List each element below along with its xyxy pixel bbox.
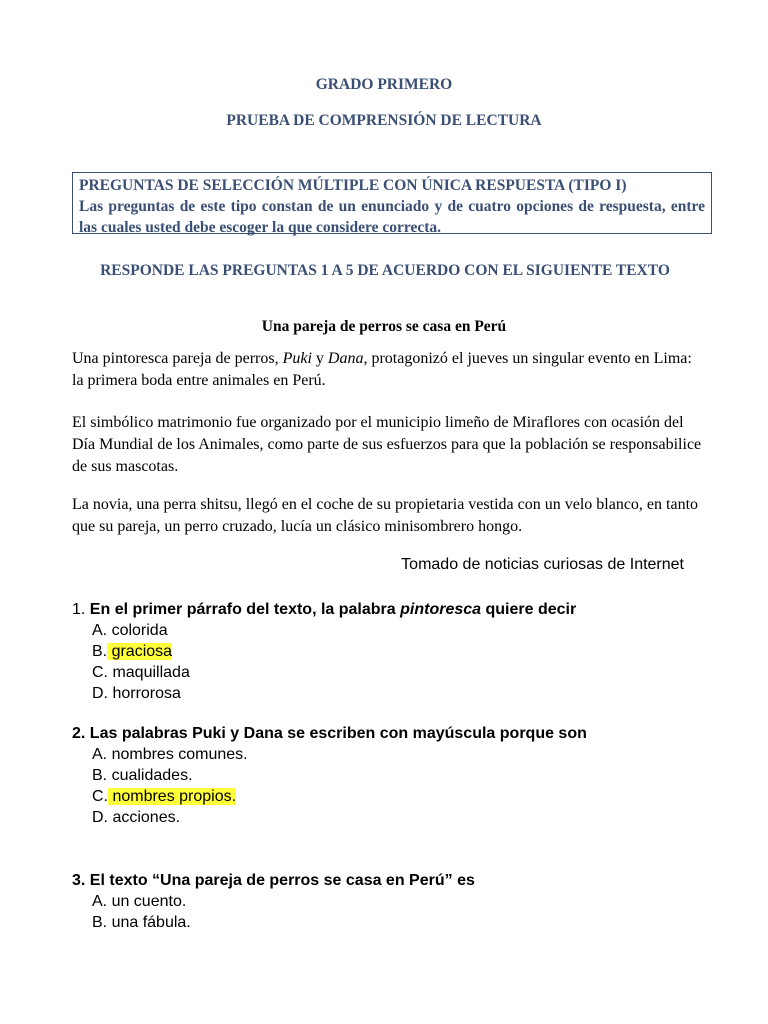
question-1-option-a[interactable] xyxy=(92,620,576,641)
question-2-options xyxy=(72,744,587,828)
question-1-stem-b: quiere decir xyxy=(481,601,577,618)
option-letter: A. xyxy=(92,622,112,639)
option-text: horrorosa xyxy=(112,685,181,702)
option-text: maquillada xyxy=(112,664,190,681)
question-2-stem-text: Las palabras Puki y Dana se escriben con mayúscula porque son xyxy=(89,725,587,742)
question-3-stem-text: El texto “Una pareja de perros se casa en Perú” es xyxy=(89,872,475,889)
option-letter: C. xyxy=(92,664,113,681)
p1-name-dana: Dana xyxy=(327,350,364,367)
option-text-highlighted: graciosa xyxy=(107,643,173,660)
question-2-number: 2. xyxy=(72,725,90,742)
question-2 xyxy=(72,723,587,828)
option-text: acciones. xyxy=(112,809,181,826)
p1-text-b: , protagonizó el jueves un singular evento en Lima: la primera boda entre animales en Perú. xyxy=(72,350,692,389)
grade-heading: GRADO PRIMERO xyxy=(315,76,453,93)
question-3-stem xyxy=(72,870,475,891)
instructions-body: Las preguntas de este tipo constan de un enunciado y de cuatro opciones de respuesta, entre las cuales usted debe escoger la que considere correcta. xyxy=(79,198,705,236)
option-text: nombres comunes. xyxy=(111,746,248,763)
option-letter: B. xyxy=(92,914,112,931)
option-text: una fábula. xyxy=(111,914,191,931)
question-3-option-b[interactable] xyxy=(92,912,475,933)
p1-name-puki: Puki xyxy=(282,350,312,367)
option-letter: D. xyxy=(92,809,113,826)
story-paragraph-3: La novia, una perra shitsu, llegó en el coche de su propietaria vestida con un velo blanco, en tanto que su pareja, un perro cruzado, lucía un clásico minisombrero hongo. xyxy=(72,496,699,535)
story-source: Tomado de noticias curiosas de Internet xyxy=(401,556,684,573)
option-text: cualidades. xyxy=(111,767,193,784)
question-1 xyxy=(72,599,576,704)
reading-instruction: RESPONDE LAS PREGUNTAS 1 A 5 DE ACUERDO CON EL SIGUIENTE TEXTO xyxy=(100,262,670,279)
question-1-option-d[interactable] xyxy=(92,683,576,704)
instructions-heading: PREGUNTAS DE SELECCIÓN MÚLTIPLE CON ÚNICA RESPUESTA (TIPO I) xyxy=(79,177,627,194)
test-title: PRUEBA DE COMPRENSIÓN DE LECTURA xyxy=(226,112,542,129)
story-paragraph-1 xyxy=(72,348,702,392)
option-letter: B. xyxy=(92,767,112,784)
question-2-option-a[interactable] xyxy=(92,744,587,765)
question-2-option-b[interactable] xyxy=(92,765,587,786)
p1-text-a: Una pintoresca pareja de perros, xyxy=(72,350,283,367)
option-letter: A. xyxy=(92,746,112,763)
option-letter: D. xyxy=(92,685,113,702)
question-1-stem-a: En el primer párrafo del texto, la palabra xyxy=(89,601,401,618)
question-1-stem-em: pintoresca xyxy=(400,601,482,618)
question-3-option-a[interactable] xyxy=(92,891,475,912)
option-text: colorida xyxy=(111,622,168,639)
question-1-option-c[interactable] xyxy=(92,662,576,683)
option-letter: C. xyxy=(92,788,108,805)
question-3-options xyxy=(72,891,475,933)
question-1-stem xyxy=(72,599,576,620)
option-text-highlighted: nombres propios. xyxy=(108,788,237,805)
question-1-options xyxy=(72,620,576,704)
question-2-option-c[interactable] xyxy=(92,786,587,807)
instructions-box xyxy=(72,172,712,234)
option-letter: B. xyxy=(92,643,108,660)
question-3 xyxy=(72,870,475,933)
question-2-stem xyxy=(72,723,587,744)
question-3-number: 3. xyxy=(72,872,90,889)
question-1-option-b[interactable] xyxy=(92,641,576,662)
p1-and: y xyxy=(311,350,328,367)
question-2-option-d[interactable] xyxy=(92,807,587,828)
story-title: Una pareja de perros se casa en Perú xyxy=(261,318,507,335)
option-letter: A. xyxy=(92,893,112,910)
option-text: un cuento. xyxy=(111,893,187,910)
question-1-number: 1. xyxy=(72,601,90,618)
story-paragraph-2: El simbólico matrimonio fue organizado por el municipio limeño de Miraflores con ocasión del Día Mundial de los Animales, como parte de sus esfuerzos para que la población se responsabilice de sus mascotas. xyxy=(72,414,702,475)
